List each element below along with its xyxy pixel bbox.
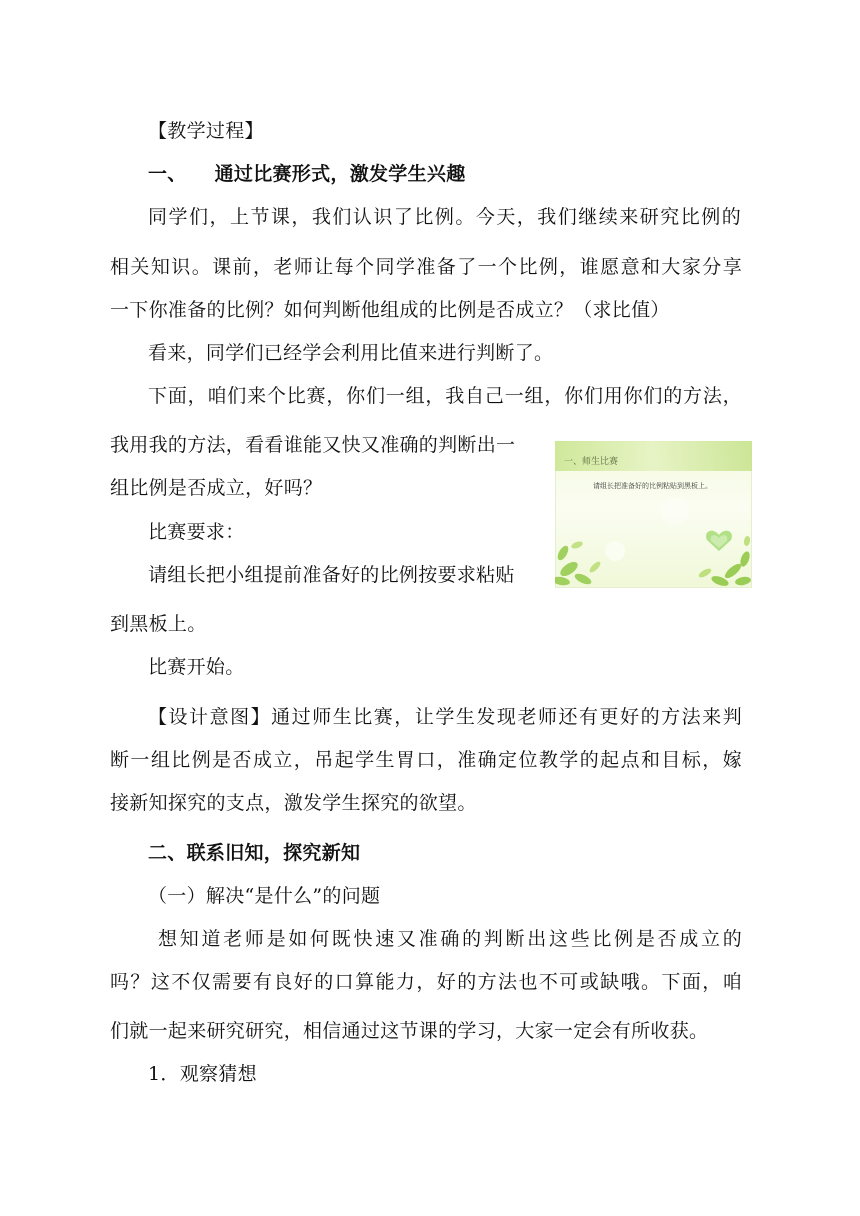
paragraph-2: 看来，同学们已经学会利用比值来进行判断了。 xyxy=(148,342,554,364)
paragraph-8-line-1: 想知道老师是如何既快速又准确的判断出这些比例是否成立的 xyxy=(158,928,742,950)
heading-2: 二、联系旧知，探究新知 xyxy=(148,842,361,864)
heading-1-text: 通过比赛形式，激发学生兴趣 xyxy=(214,163,466,185)
paragraph-8-line-2: 吗？这不仅需要有良好的口算能力，好的方法也不可或缺哦。下面，咱 xyxy=(110,971,742,993)
paragraph-6: 比赛开始。 xyxy=(148,656,245,678)
paragraph-4: 比赛要求： xyxy=(148,521,245,543)
paragraph-7-line-1: 【设计意图】通过师生比赛，让学生发现老师还有更好的方法来判 xyxy=(148,706,742,728)
paragraph-5-line-2: 到黑板上。 xyxy=(110,613,207,635)
slide-heading: 一、师生比赛 xyxy=(564,457,619,467)
paragraph-3-line-2: 我用我的方法，看看谁能又快又准确的判断出一 xyxy=(110,434,516,456)
left-leaves-icon xyxy=(555,540,602,586)
paragraph-5-line-1: 请组长把小组提前准备好的比例按要求粘贴 xyxy=(148,564,515,586)
slide-text: 请组长把准备好的比例粘贴到黑板上。 xyxy=(593,482,712,490)
paragraph-1-line-1: 同学们，上节课，我们认识了比例。今天，我们继续来研究比例的 xyxy=(148,206,741,228)
paragraph-1-line-3: 一下你准备的比例？如何判断他组成的比例是否成立？（求比值） xyxy=(110,299,670,321)
slide-decoration xyxy=(555,441,752,588)
paragraph-1-line-2: 相关知识。课前，老师让每个同学准备了一个比例，谁愿意和大家分享 xyxy=(110,256,742,278)
list-item-1: 1．观察猜想 xyxy=(148,1063,257,1085)
paragraph-3-line-3: 组比例是否成立，好吗？ xyxy=(110,477,323,499)
section-title: 【教学过程】 xyxy=(148,120,264,142)
paragraph-7-line-3: 接新知探究的支点，激发学生探究的欲望。 xyxy=(110,792,477,814)
slide-image xyxy=(555,441,752,588)
heading-1-number: 一、 xyxy=(148,163,187,185)
paragraph-3-line-1: 下面，咱们来个比赛，你们一组，我自己一组，你们用你们的方法， xyxy=(148,385,742,407)
paragraph-7-line-2: 断一组比例是否成立，吊起学生胃口，准确定位教学的起点和目标，嫁 xyxy=(110,749,742,771)
paragraph-8-line-3: 们就一起来研究研究，相信通过这节课的学习，大家一定会有所收获。 xyxy=(110,1020,709,1042)
subheading: （一）解决“是什么”的问题 xyxy=(148,885,381,907)
heading-1 xyxy=(148,161,466,187)
